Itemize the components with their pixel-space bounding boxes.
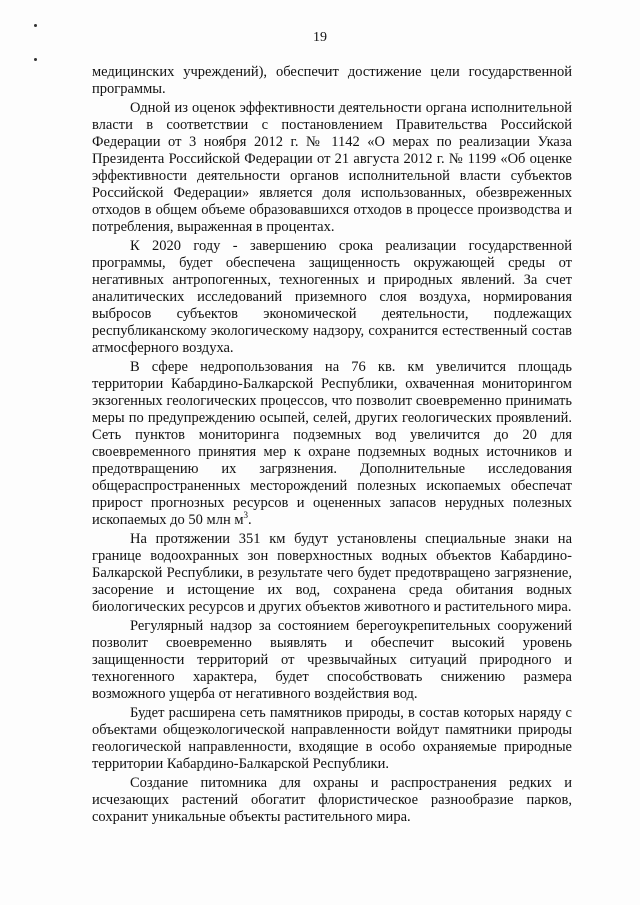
paragraph: Регулярный надзор за состоянием берегоукрепительных сооружений позволит своевременно выявлять и обеспечит высокий уровень защищенности территорий от чрезвычайных ситуаций природного и техногенного характера, будет способствовать снижению размера возможного ущерба от негативного воздействия вод. [92,618,572,702]
paragraph: Создание питомника для охраны и распространения редких и исчезающих растений обогатит флористическое разнообразие парков, сохранит уникальные объекты растительного мира. [92,775,572,825]
paragraph: медицинских учреждений), обеспечит достижение цели государственной программы. [92,64,572,97]
page-number: 19 [313,30,327,45]
paragraph: К 2020 году - завершению срока реализации государственной программы, будет обеспечена защищенность окружающей среды от негативных антропогенных, техногенных и природных явлений. За счет аналитических исследований приземного слоя воздуха, нормирования выбросов субъектов экономической деятельности, подлежащих республиканскому экологическому надзору, сохранится естественный состав атмосферного воздуха. [92,238,572,356]
scan-mark [34,58,37,61]
paragraph: Будет расширена сеть памятников природы, в состав которых наряду с объектами общеэкологической направленности войдут памятники природы геологической направленности, входящие в особо охраняемые природные территории Кабардино-Балкарской Республики. [92,705,572,772]
paragraph: На протяжении 351 км будут установлены специальные знаки на границе водоохранных зон поверхностных водных объектов Кабардино-Балкарской Республики, в результате чего будет предотвращено загрязнение, засорение и истощение их вод, сохранена среда обитания водных биологических ресурсов и других объектов животного и растительного мира. [92,531,572,615]
body-text [92,64,572,828]
superscript: 3 [243,510,249,521]
paragraph-tail: . [248,512,252,528]
paragraph: Одной из оценок эффективности деятельности органа исполнительной власти в соответствии с постановлением Правительства Российской Федерации от 3 ноября 2012 г. № 1142 «О мерах по реализации Указа Президента Российской Федерации от 21 августа 2012 г. № 1199 «Об оценке эффективности деятельности органов исполнительной власти субъектов Российской Федерации» является доля использованных, обезвреженных отходов в общем объеме образовавшихся отходов в процессе производства и потребления, выраженная в процентах. [92,100,572,235]
paragraph-text: В сфере недропользования на 76 кв. км увеличится площадь территории Кабардино-Балкарской Республики, охваченная мониторингом экзогенных геологических процессов, что позволит своевременно принимать меры по предупреждению осыпей, селей, других геологических проявлений. Сеть пунктов мониторинга подземных вод увеличится до 20 для своевременного принятия мер к охране подземных водных источников и предотвращению их загрязнения. Дополнительные исследования общераспространенных месторождений полезных ископаемых обеспечат прирост прогнозных ресурсов и оцененных запасов нерудных полезных ископаемых до 50 млн м [92,359,572,528]
paragraph [92,359,572,529]
scan-mark [34,24,37,27]
